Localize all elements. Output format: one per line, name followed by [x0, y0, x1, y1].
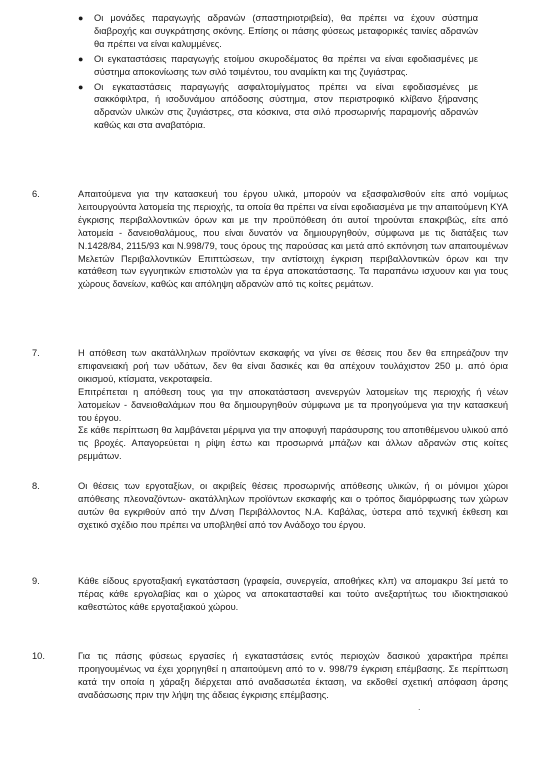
- item-body: [78, 650, 508, 702]
- item-body: [78, 188, 508, 291]
- bullet-item: [78, 12, 478, 51]
- item-text: Για τις πάσης φύσεως εργασίες ή εγκαταστάσεις εντός περιοχών δασικού χαρακτήρα πρέπει προηγουμένως να έχει χορηγηθεί η απαιτούμενη από το ν. 998/79 έγκριση επέμβασης. Σε περίπτωση κατά την οποία η χάραξη διέρχεται από αναδασωτέα έκταση, να εκδοθεί σχετική απόφαση άρσης αναδάσωσης πριν την λήψη της άδειας έγκρισης επέμβασης.: [78, 651, 508, 700]
- bullet-item: [78, 53, 478, 79]
- item-body: [78, 347, 508, 463]
- bullet-text: Οι εγκαταστάσεις παραγωγής ασφαλτομίγματος πρέπει να είναι εφοδιασμένες με σακκόφιλτρα, ή ισοδυνάμου απόδοσης σύστημα, στον περιστροφικό κλίβανο ξήρανσης αδρανών υλικών στις ζυγιάστρες, στα κόσκινα, στα σιλό προσωρινής παραμονής αδρανών καθώς και στα αναβατόρια.: [94, 81, 478, 131]
- item-body: [78, 480, 508, 532]
- bullet-text: Οι μονάδες παραγωγής αδρανών (σπαστηριοτριβεία), θα πρέπει να έχουν σύστημα διαβροχής και συγκράτησης σκόνης. Επίσης οι πάσης φύσεως μεταφορικές ταινίες αδρανών θα πρέπει να είναι καλυμμένες.: [94, 13, 478, 49]
- item-text: Η απόθεση των ακατάλληλων προϊόντων εκσκαφής να γίνει σε θέσεις που δεν θα επηρεάζουν την επιφανειακή ροή των υδάτων, δεν θα είναι δασικές και θα απέχουν τουλάχιστον 250 μ. από όρια οικισμού, κτίσματα, νεκροταφεία.: [78, 348, 508, 384]
- bullet-item: [78, 81, 478, 133]
- item-number: 7.: [32, 348, 40, 358]
- item-number: 10.: [32, 651, 45, 661]
- item-number: 9.: [32, 576, 40, 586]
- bullet-icon: ●: [78, 81, 84, 92]
- item-text: Απαιτούμενα για την κατασκευή του έργου υλικά, μπορούν να εξασφαλισθούν είτε από νομίμως λειτουργούντα λατομεία της περιοχής, τα οποία θα πρέπει να είναι εφοδιασμένα με την απαιτούμενη ΚΥΑ έγκρισης περιβαλλοντικών όρων και με την προϋπόθεση ότι αυτοί τηρούνται επακριβώς, είτε από λατομεία - δανειοθαλάμους, που είναι δυνατόν να δημιουργηθούν, σύμφωνα με τις διατάξεις των Ν.1428/84, 2115/93 και Ν.998/79, τους όρους της παρούσας και μετά από εκπόνηση των απαιτουμένων Μελετών Περιβαλλοντικών Επιπτώσεων, την αντίστοιχη έγκριση περιβαλλοντικών όρων και την κατάθεση των εγγυητικών επιστολών για τα έργα αποκατάστασης. Τα παραπάνω ισχυουν και για τους χώρους δανείων, καθώς και απόληψη αδρανών από τις κοίτες ρεμάτων.: [78, 189, 508, 290]
- bullet-icon: ●: [78, 53, 84, 64]
- bullet-icon: ●: [78, 13, 84, 23]
- bullet-list: [78, 12, 478, 134]
- scan-speck: .: [418, 702, 421, 712]
- item-body: [78, 575, 508, 614]
- item-number: 8.: [32, 481, 40, 491]
- item-text: Οι θέσεις των εργοταξίων, οι ακριβείς θέσεις προσωρινής απόθεσης υλικών, ή οι μόνιμοι χώροι απόθεσης πλεοναζόντων- ακατάλληλων προϊόντων εκσκαφής και ο τρόπος διαμόρφωσης των χώρων αυτών θα εγκριθούν από την Δ/νση Περιβάλλοντος Ν.Α. Καβάλας, ύστερα από τεχνική έκθεση και σχετικό σχέδιο που πρέπει να υποβληθεί από τον Ανάδοχο του έργου.: [78, 481, 508, 530]
- item-text: Σε κάθε περίπτωση θα λαμβάνεται μέριμνα για την αποφυγή παράσυρσης του αποτιθέμενου υλικού από τις βροχές. Απαγορεύεται η ρίψη έστω και προσωρινά μπάζων και άλλων αδρανών στις κοίτες ρεμμάτων.: [78, 425, 508, 462]
- item-text: Κάθε είδους εργοταξιακή εγκατάσταση (γραφεία, συνεργεία, αποθήκες κλπ) να απομακρυ 3εί μετά το πέρας κάθε εργολαβίας και ο χώρος να αποκατασταθεί και τούτο ανεξαρτήτως του ιδιοκτησιακού καθεστώτος κάθε εργοταξιακού χώρου.: [78, 576, 508, 612]
- bullet-text: Οι εγκαταστάσεις παραγωγής ετοίμου σκυροδέματος θα πρέπει να είναι εφοδιασμένες με σύστημα αποκονίωσης των σιλό τσιμέντου, του αναμίκτη και της ζυγιάστρας.: [94, 53, 478, 77]
- item-number: 6.: [32, 189, 40, 199]
- item-text: Επιτρέπεται η απόθεση τους για την αποκατάσταση ανενεργών λατομείων της περιοχής ή νέων λατομείων - δανειοθαλάμων που θα δημιουργηθούν σύμφωνα με τα προηγούμενα για την κατασκευή του έργου.: [78, 386, 508, 423]
